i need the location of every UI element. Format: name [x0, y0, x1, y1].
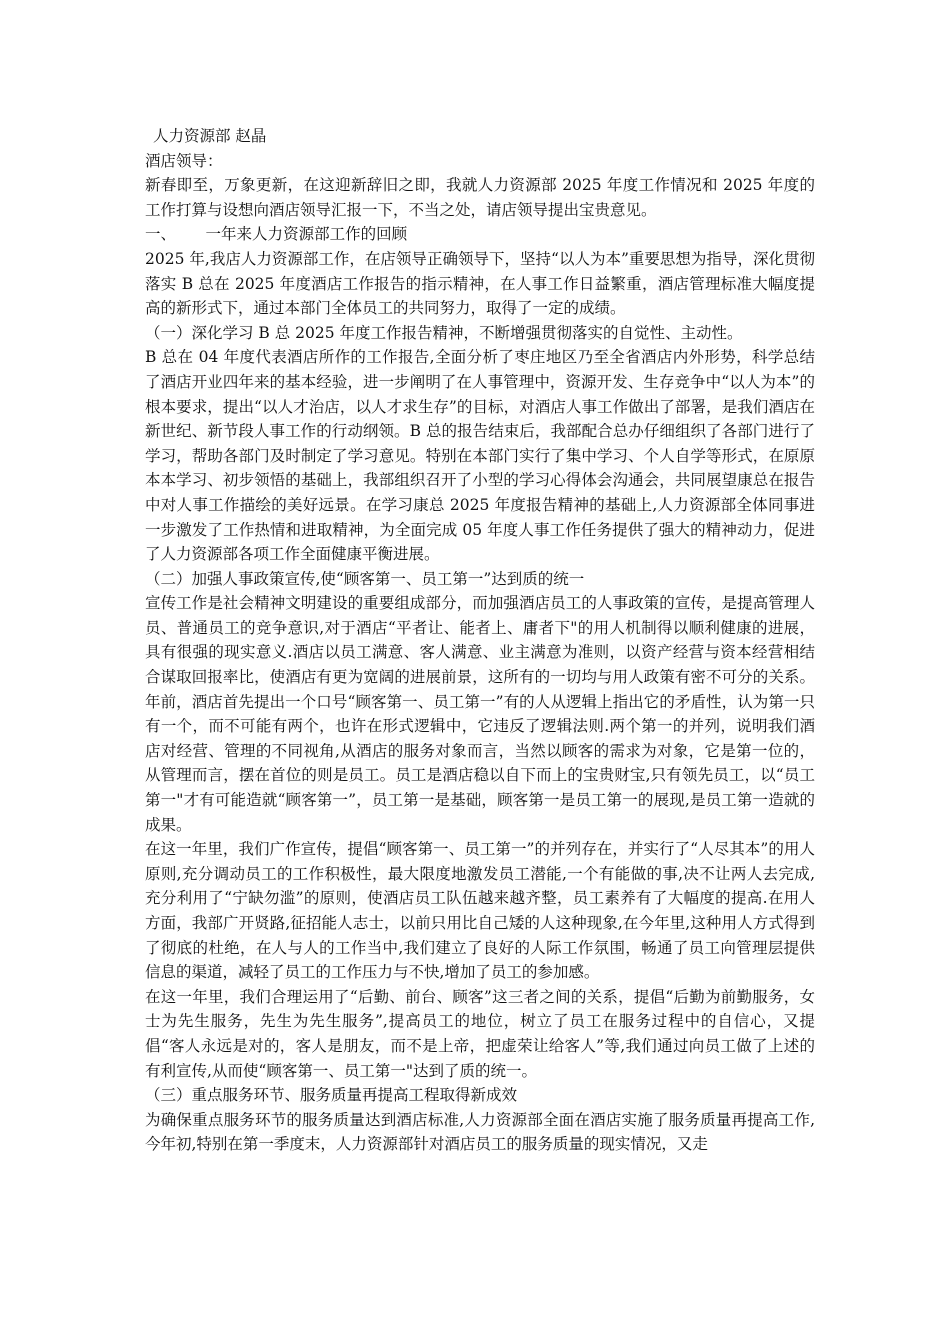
paragraph-promotion: 在这一年里，我们广作宣传，提倡“顾客第一、员工第一”的并列存在，并实行了“人尽其本”的用人原则,充分调动员工的工作积极性，最大限度地激发员工潜能,一个有能做的事,决不让两人去完成,充分利用了“宁缺勿滥”的原则，使酒店员工队伍越来越齐整，员工素养有了大幅度的提高.在用人方面，我部广开贤路,征招能人志士，以前只用比自己矮的人这种现象,在今年里,这种用人方式得到了彻底的杜绝，在人与人的工作当中,我们建立了良好的人际工作氛围，畅通了员工向管理层提供信息的渠道，减轻了员工的工作压力与不快,增加了员工的参加感。 [145, 840, 815, 982]
subheading-service: （三）重点服务环节、服务质量再提高工程取得新成效 [145, 1086, 518, 1105]
salutation: 酒店领导： [145, 151, 223, 170]
paragraph-policy: 宣传工作是社会精神文明建设的重要组成部分，而加强酒店员工的人事政策的宣传，是提高管理人员、普通员工的竞争意识,对于酒店“平者让、能者上、庸者下"的用人机制得以顺利健康的进展，具有很强的现实意义.酒店以员工满意、客人满意、业主满意为准则，以资产经营与资本经营相结合谋取回报率比，使酒店有更为宽阔的进展前景，这所有的一切均与用人政策有密不可分的关系。年前，酒店首先提出一个口号“顾客第一、员工第一”有的人从逻辑上指出它的矛盾性，认为第一只有一个，而不可能有两个，也许在形式逻辑中，它违反了逻辑法则.两个第一的并列，说明我们酒店对经营、管理的不同视角,从酒店的服务对象而言，当然以顾客的需求为对象，它是第一位的，从管理而言，摆在首位的则是员工。员工是酒店稳以自下而上的宝贵财宝,只有领先员工，以“员工第一"才有可能造就“顾客第一”，员工第一是基础，顾客第一是员工第一的展现,是员工第一造就的成果。 [145, 594, 815, 834]
paragraph-relations: 在这一年里，我们合理运用了“后勤、前台、顾客”这三者之间的关系，提倡“后勤为前勤服务，女士为先生服务，先生为先生服务”,提高员工的地位，树立了员工在服务过程中的自信心，又提倡“客人永远是对的，客人是朋友，而不是上帝，把虚荣让给客人”等,我们通过向员工做了上述的有利宣传,从而使“顾客第一、员工第一"达到了质的统一。 [145, 987, 815, 1080]
paragraph-summary: 2025 年,我店人力资源部工作，在店领导正确领导下，坚持“以人为本”重要思想为指导，深化贯彻落实 B 总在 2025 年度酒店工作报告的指示精神，在人事工作日益繁重，酒店管理标准大幅度提高的新形式下，通过本部门全体员工的共同努力，取得了一定的成绩。 [145, 249, 815, 318]
paragraph-intro: 新春即至，万象更新，在这迎新辞旧之即，我就人力资源部 2025 年度工作情况和 2025 年度的工作打算与设想向酒店领导汇报一下，不当之处，请店领导提出宝贵意见。 [145, 176, 815, 219]
paragraph-study: B 总在 04 年度代表酒店所作的工作报告,全面分析了枣庄地区乃至全省酒店内外形势，科学总结了酒店开业四年来的基本经验，进一步阐明了在人事管理中，资源开发、生存竞争中“以人为本”的根本要求，提出“以人才治店，以人才求生存”的目标，对酒店人事工作做出了部署，是我们酒店在新世纪、新节段人事工作的行动纲领。B 总的报告结束后，我部配合总办仔细组织了各部门进行了学习，帮助各部门及时制定了学习意见。特别在本部门实行了集中学习、个人自学等形式，在原原本本学习、初步领悟的基础上，我部组织召开了小型的学习心得体会沟通会，共同展望康总在报告中对人事工作描绘的美好远景。在学习康总 2025 年度报告精神的基础上,人力资源部全体同事进一步激发了工作热情和进取精神，为全面完成 05 年度人事工作任务提供了强大的精神动力，促进了人力资源部各项工作全面健康平衡进展。 [145, 348, 815, 564]
document-page [145, 124, 815, 1157]
section-heading-review: 一、 一年来人力资源部工作的回顾 [145, 225, 408, 244]
subheading-study: （一）深化学习 B 总 2025 年度工作报告精神，不断增强贯彻落实的自觉性、主动性。 [145, 323, 743, 342]
paragraph-service: 为确保重点服务环节的服务质量达到酒店标准,人力资源部全面在酒店实施了服务质量再提高工作,今年初,特别在第一季度末，人力资源部针对酒店员工的服务质量的现实情况，又走 [145, 1110, 815, 1154]
subheading-policy: （二）加强人事政策宣传,使“顾客第一、员工第一”达到质的统一 [145, 569, 585, 588]
author-line: 人力资源部 赵晶 [153, 127, 267, 145]
